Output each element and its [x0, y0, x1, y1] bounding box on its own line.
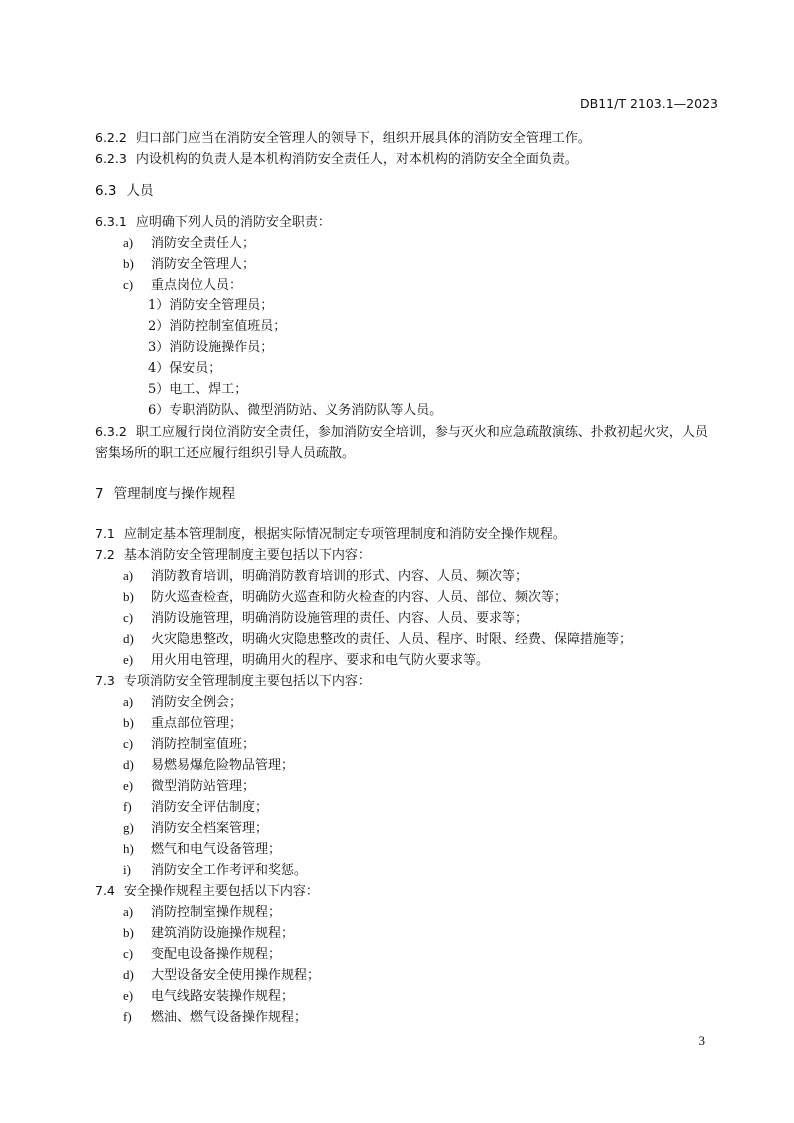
- list-label: f): [123, 1009, 132, 1024]
- chapter-title: 管理制度与操作规程: [113, 486, 236, 502]
- list-label: b): [123, 256, 134, 271]
- list-item: [123, 714, 242, 733]
- clause-text: 应明确下列人员的消防安全职责：: [135, 215, 331, 230]
- list-item: [123, 1008, 307, 1027]
- list-text: 燃油、燃气设备操作规程；: [151, 1010, 308, 1025]
- list-item: [123, 588, 567, 607]
- clause-text: 基本消防安全管理制度主要包括以下内容：: [123, 548, 371, 563]
- list-item: [123, 693, 242, 712]
- list-text: 防火巡查检查，明确防火巡查和防火检查的内容、人员、部位、频次等；: [151, 590, 568, 605]
- list-item: [123, 987, 294, 1006]
- list-text: 火灾隐患整改，明确火灾隐患整改的责任、人员、程序、时限、经费、保障措施等；: [151, 632, 633, 647]
- list-text: 消防安全管理人；: [151, 257, 256, 272]
- list-label: e): [123, 988, 134, 1003]
- clause-number: 6.3.1: [95, 214, 127, 229]
- list-item: [123, 276, 242, 295]
- list-label: a): [123, 904, 134, 919]
- list-label: c): [123, 736, 134, 751]
- list-text: 变配电设备操作规程；: [151, 947, 282, 962]
- clause-6-2-2: [95, 129, 591, 148]
- list-text: 建筑消防设施操作规程；: [151, 926, 295, 941]
- sub-list-item: 4）保安员；: [148, 361, 222, 376]
- section-number: 6.3: [95, 183, 117, 199]
- sub-list-item: 1）消防安全管理员；: [148, 298, 274, 313]
- sub-list-item: 5）电工、焊工；: [148, 382, 248, 397]
- list-label: a): [123, 694, 134, 709]
- list-label: b): [123, 589, 134, 604]
- list-text: 重点部位管理；: [151, 716, 243, 731]
- list-text: 消防安全例会；: [151, 695, 243, 710]
- list-item: [123, 234, 255, 253]
- list-item: [123, 567, 528, 586]
- list-label: b): [123, 925, 134, 940]
- clause-7-4: [95, 882, 319, 901]
- list-text: 消防控制室值班；: [151, 737, 256, 752]
- section-heading-6-3: [95, 182, 153, 200]
- clause-number: 7.3: [95, 673, 115, 688]
- list-text: 燃气和电气设备管理；: [151, 842, 282, 857]
- chapter-heading-7: [95, 485, 235, 503]
- list-label: c): [123, 277, 134, 292]
- list-text: 消防安全工作考评和奖惩。: [151, 863, 308, 878]
- list-label: a): [123, 568, 134, 583]
- list-item: [123, 819, 268, 838]
- list-item: [123, 756, 294, 775]
- list-item: [123, 861, 307, 880]
- clause-6-3-2: [95, 421, 719, 464]
- list-label: d): [123, 631, 134, 646]
- standard-code-header: DB11/T 2103.1—2023: [580, 96, 718, 111]
- clause-text: 内设机构的负责人是本机构消防安全责任人，对本机构的消防安全全面负责。: [135, 152, 578, 167]
- list-label: c): [123, 610, 134, 625]
- clause-7-3: [95, 672, 371, 691]
- list-label: d): [123, 967, 134, 982]
- list-text: 消防安全责任人；: [151, 236, 256, 251]
- list-item: [123, 735, 255, 754]
- list-item: [123, 609, 528, 628]
- list-label: h): [123, 841, 134, 856]
- clause-6-2-3: [95, 150, 578, 169]
- list-item: [123, 966, 320, 985]
- clause-text: 归口部门应当在消防安全管理人的领导下，组织开展具体的消防安全管理工作。: [135, 131, 591, 146]
- list-text: 重点岗位人员：: [151, 278, 243, 293]
- clause-number: 7.4: [95, 883, 115, 898]
- clause-number: 7.1: [95, 526, 115, 541]
- list-label: b): [123, 715, 134, 730]
- clause-7-1: [95, 525, 566, 544]
- list-item: [123, 651, 489, 670]
- list-item: [123, 903, 281, 922]
- list-label: d): [123, 757, 134, 772]
- list-item: [123, 798, 268, 817]
- list-item: [123, 840, 281, 859]
- list-text: 消防控制室操作规程；: [151, 905, 282, 920]
- list-label: a): [123, 235, 134, 250]
- list-text: 大型设备安全使用操作规程；: [151, 968, 321, 983]
- list-item: [123, 924, 294, 943]
- list-label: g): [123, 820, 134, 835]
- clause-text: 安全操作规程主要包括以下内容：: [123, 884, 319, 899]
- clause-text: 应制定基本管理制度，根据实际情况制定专项管理制度和消防安全操作规程。: [123, 527, 566, 542]
- list-text: 消防安全档案管理；: [151, 821, 269, 836]
- sub-list-item: 2）消防控制室值班员；: [148, 319, 287, 334]
- sub-list-item: 3）消防设施操作员；: [148, 340, 274, 355]
- list-label: e): [123, 652, 134, 667]
- clause-text: 职工应履行岗位消防安全责任，参加消防安全培训，参与灭火和应急疏散演练、扑救初起火灾，人员密集场所的职工还应履行组织引导人员疏散。: [95, 425, 708, 461]
- section-title: 人员: [126, 183, 154, 199]
- list-text: 消防教育培训，明确消防教育培训的形式、内容、人员、频次等；: [151, 569, 529, 584]
- clause-6-3-1: [95, 213, 331, 232]
- list-label: e): [123, 778, 134, 793]
- list-label: c): [123, 946, 134, 961]
- clause-7-2: [95, 546, 371, 565]
- chapter-number: 7: [95, 486, 104, 502]
- clause-text: 专项消防安全管理制度主要包括以下内容：: [123, 674, 371, 689]
- list-text: 消防安全评估制度；: [151, 800, 269, 815]
- list-text: 用火用电管理，明确用火的程序、要求和电气防火要求等。: [151, 653, 490, 668]
- list-item: [123, 255, 255, 274]
- list-item: [123, 945, 281, 964]
- clause-number: 6.3.2: [95, 424, 127, 439]
- clause-number: 6.2.2: [95, 130, 127, 145]
- list-label: f): [123, 799, 132, 814]
- clause-number: 7.2: [95, 547, 115, 562]
- list-item: [123, 777, 255, 796]
- list-text: 电气线路安装操作规程；: [151, 989, 295, 1004]
- list-text: 微型消防站管理；: [151, 779, 256, 794]
- list-item: [123, 630, 632, 649]
- sub-list-item: 6）专职消防队、微型消防站、义务消防队等人员。: [148, 403, 443, 418]
- list-text: 消防设施管理，明确消防设施管理的责任、内容、人员、要求等；: [151, 611, 529, 626]
- clause-number: 6.2.3: [95, 151, 127, 166]
- page-number: 3: [698, 1033, 705, 1048]
- list-text: 易燃易爆危险物品管理；: [151, 758, 295, 773]
- list-label: i): [123, 862, 131, 877]
